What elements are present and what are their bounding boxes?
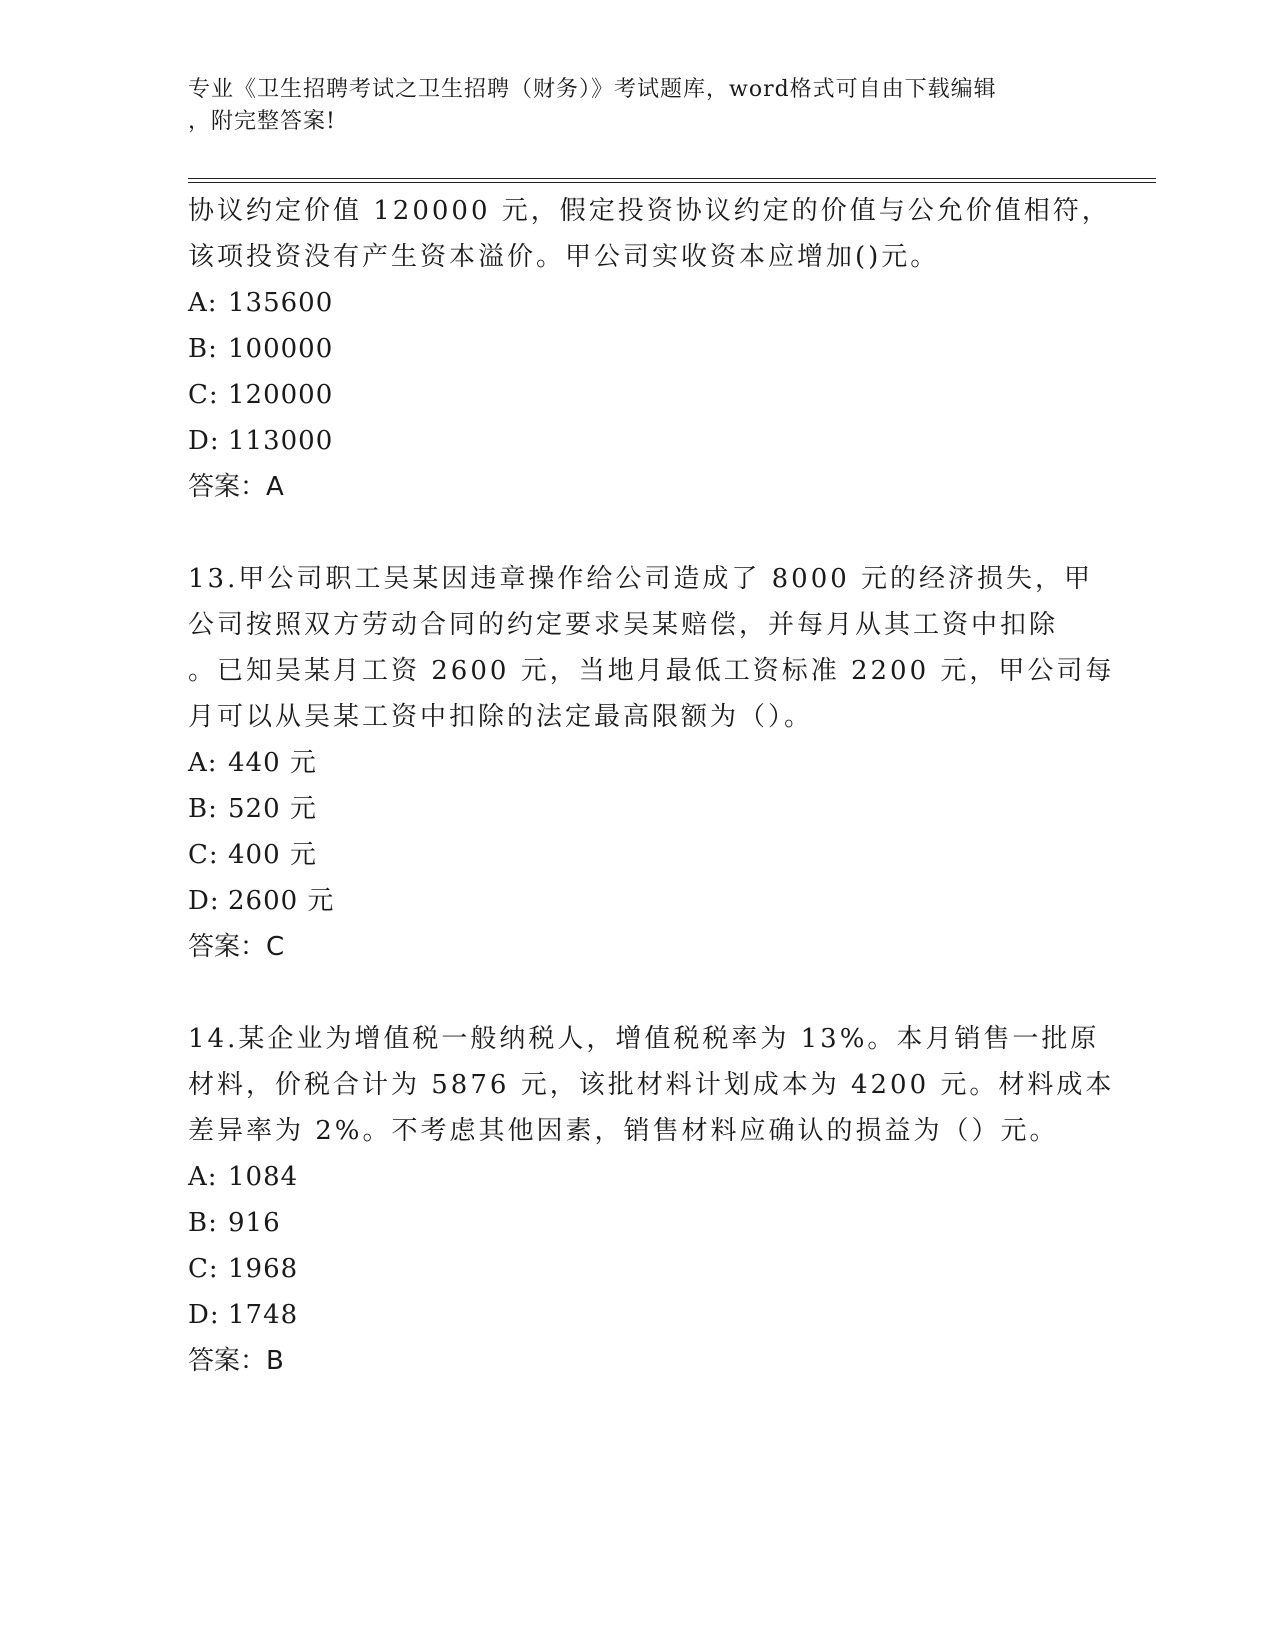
option-b (188, 326, 1068, 372)
option-c (188, 1246, 1068, 1292)
option-label: A: (188, 1162, 218, 1192)
question-text-line: 。已知吴某月工资 2600 元，当地月最低工资标准 2200 元，甲公司每 (188, 656, 1115, 686)
option-c (188, 832, 1068, 878)
option-text: 440 元 (228, 748, 317, 778)
option-label: D: (188, 886, 220, 916)
option-label: A: (188, 748, 218, 778)
option-label: D: (188, 1300, 220, 1330)
answer-line: 答案：B (188, 1346, 284, 1376)
question-spacer (188, 970, 1068, 1016)
option-text: 2600 元 (228, 886, 335, 916)
option-d (188, 1292, 1068, 1338)
option-d (188, 878, 1068, 924)
option-c (188, 372, 1068, 418)
question-text-line: 14.某企业为增值税一般纳税人，增值税税率为 13%。本月销售一批原 (188, 1024, 1100, 1054)
question-spacer (188, 510, 1068, 556)
option-text: 1748 (228, 1300, 299, 1330)
option-label: C: (188, 1254, 219, 1284)
question-text-line: 公司按照双方劳动合同的约定要求吴某赔偿，并每月从其工资中扣除 (188, 610, 1059, 640)
question-block (188, 188, 1111, 510)
question-text-line: 13.甲公司职工吴某因违章操作给公司造成了 8000 元的经济损失，甲 (188, 564, 1094, 594)
question-text-line: 材料，价税合计为 5876 元，该批材料计划成本为 4200 元。材料成本 (188, 1070, 1115, 1100)
option-label: C: (188, 840, 219, 870)
option-label: D: (188, 426, 220, 456)
option-label: B: (188, 794, 218, 824)
header-rule-bottom (188, 182, 1156, 183)
option-text: 1084 (228, 1162, 299, 1192)
option-label: A: (188, 288, 218, 318)
option-label: B: (188, 334, 218, 364)
option-b (188, 786, 1068, 832)
option-text: 100000 (228, 334, 334, 364)
question-text-line: 协议约定价值 120000 元，假定投资协议约定的价值与公允价值相符， (188, 196, 1111, 226)
option-text: 916 (228, 1208, 281, 1238)
answer-line: 答案：A (188, 472, 284, 502)
option-text: 520 元 (228, 794, 317, 824)
option-a (188, 280, 1068, 326)
option-d (188, 418, 1068, 464)
option-text: 1968 (228, 1254, 299, 1284)
question-block (188, 556, 1115, 970)
document-header (188, 74, 1088, 138)
header-title-line-1: 专业《卫生招聘考试之卫生招聘（财务）》考试题库，word格式可自由下载编辑 (188, 77, 997, 102)
header-title-line-2: ，附完整答案! (188, 109, 336, 134)
header-rule-top (188, 178, 1156, 179)
answer-line: 答案：C (188, 932, 285, 962)
question-block (188, 1016, 1115, 1384)
option-text: 113000 (228, 426, 334, 456)
question-text-line: 该项投资没有产生资本溢价。甲公司实收资本应增加()元。 (188, 242, 940, 272)
option-b (188, 1200, 1068, 1246)
question-text-line: 差异率为 2%。不考虑其他因素，销售材料应确认的损益为（）元。 (188, 1116, 1059, 1146)
option-text: 120000 (228, 380, 334, 410)
option-label: B: (188, 1208, 218, 1238)
option-text: 135600 (228, 288, 334, 318)
question-list (188, 188, 1115, 1384)
option-label: C: (188, 380, 219, 410)
option-a (188, 1154, 1068, 1200)
question-text-line: 月可以从吴某工资中扣除的法定最高限额为（）。 (188, 702, 814, 732)
option-text: 400 元 (228, 840, 317, 870)
option-a (188, 740, 1068, 786)
